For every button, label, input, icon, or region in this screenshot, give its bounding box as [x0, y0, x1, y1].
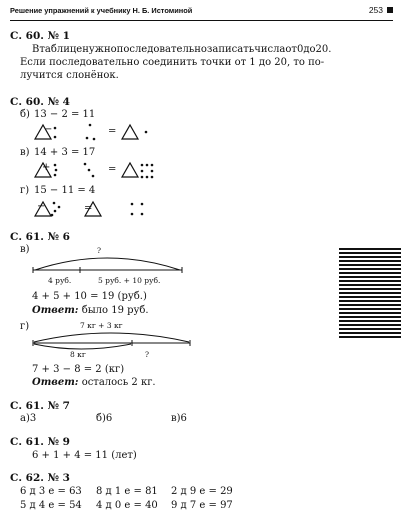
dot [93, 138, 96, 141]
exercise-heading-60-1: С. 60. № 1 [10, 30, 70, 42]
dot [84, 163, 87, 166]
dot [141, 164, 144, 167]
operator: − [37, 201, 46, 212]
equation-cell: 9 д 7 е = 97 [171, 500, 233, 511]
dot [145, 131, 148, 134]
equals-sign: = [108, 164, 117, 175]
dot [146, 176, 149, 179]
dot [88, 169, 91, 172]
page-number: 253 [368, 5, 383, 15]
answer-label: Ответ: [32, 305, 79, 316]
calculation: 6 + 1 + 4 = 11 (лет) [32, 450, 137, 461]
dot [141, 213, 144, 216]
expression: 13 − 2 = 11 [34, 109, 96, 120]
segment-diagram-v [30, 252, 190, 272]
text-line: Если последовательно соединить точки от 1 до 20, то по- [20, 57, 325, 68]
dot [58, 206, 61, 209]
answer-text: осталось 2 кг. [81, 377, 156, 388]
dot [151, 176, 154, 179]
running-header [10, 6, 393, 21]
dot [55, 169, 58, 172]
expression: 15 − 11 = 4 [34, 185, 96, 196]
exercise-heading-60-4: С. 60. № 4 [10, 96, 70, 108]
dot [54, 136, 57, 139]
equals-sign: = [108, 126, 117, 137]
item-label: в) [20, 147, 30, 158]
operator: − [44, 124, 53, 135]
answer [32, 377, 156, 388]
operator: + [42, 162, 51, 173]
exercise-heading-62-3: С. 62. № 3 [10, 472, 70, 484]
dot [146, 164, 149, 167]
dot [151, 170, 154, 173]
item-value: 3 [29, 413, 37, 424]
answer-item [20, 413, 36, 424]
total-brace [35, 258, 180, 270]
dot [54, 174, 57, 177]
figure-dots-triangle-b [34, 122, 164, 142]
dot [54, 210, 57, 213]
answer-item [96, 413, 112, 424]
segment-label: 8 кг [70, 350, 86, 359]
chapter-tab-stripes [339, 248, 401, 340]
exercise-heading-61-7: С. 61. № 7 [10, 400, 70, 412]
dot [141, 176, 144, 179]
equation-cell: 4 д 0 е = 40 [96, 500, 158, 511]
item-label: в) [171, 413, 181, 424]
answer-text: было 19 руб. [81, 305, 149, 316]
equation-cell: 8 д 1 е = 81 [96, 486, 158, 497]
dot [151, 164, 154, 167]
unknown-total-mark: ? [97, 246, 102, 255]
item-label: в) [20, 244, 30, 255]
exercise-heading-61-9: С. 61. № 9 [10, 436, 70, 448]
calculation: 4 + 5 + 10 = 19 (руб.) [32, 291, 147, 302]
text-line: лучится слонёнок. [20, 70, 119, 81]
answer-item [171, 413, 187, 424]
dot [141, 203, 144, 206]
item-value: 6 [105, 413, 113, 424]
equation-cell: 6 д 3 е = 63 [20, 486, 82, 497]
bottom-brace [34, 344, 131, 349]
answer [32, 305, 149, 316]
item-label: г) [20, 185, 30, 196]
equals-sign: = [84, 203, 93, 214]
top-label: 7 кг + 3 кг [80, 321, 123, 330]
text-line: Втаблиценужнопоследовательнозаписатьчислаот0до20. [32, 44, 332, 55]
figure-dots-triangle-v [34, 160, 164, 180]
item-label: г) [20, 321, 30, 332]
header-square-marker [387, 7, 393, 13]
dot [131, 203, 134, 206]
dot [54, 127, 57, 130]
top-brace [34, 333, 189, 342]
figure-dots-triangle-g [34, 199, 164, 219]
segment-diagram-g [30, 328, 195, 352]
segment-label: 5 руб. + 10 руб. [98, 276, 161, 285]
item-label: а) [20, 413, 30, 424]
item-value: 6 [180, 413, 187, 424]
dot [89, 124, 92, 127]
segment-label: ? [145, 350, 150, 359]
dot [86, 137, 89, 140]
triangle-icon [122, 125, 138, 139]
dot [92, 175, 95, 178]
item-label: б) [96, 413, 106, 424]
triangle-icon [122, 163, 138, 177]
expression: 14 + 3 = 17 [34, 147, 96, 158]
item-label: б) [20, 109, 30, 120]
exercise-heading-61-6: С. 61. № 6 [10, 231, 70, 243]
equation-cell: 5 д 4 е = 54 [20, 500, 82, 511]
dot [131, 213, 134, 216]
equation-cell: 2 д 9 е = 29 [171, 486, 233, 497]
dot [141, 170, 144, 173]
calculation: 7 + 3 − 8 = 2 (кг) [32, 364, 125, 375]
answer-label: Ответ: [32, 377, 79, 388]
dot [51, 214, 54, 217]
segment-label: 4 руб. [48, 276, 72, 285]
dot [53, 202, 56, 205]
header-title: Решение упражнений к учебнику Н. Б. Истоминой [10, 6, 193, 15]
dot [54, 164, 57, 167]
